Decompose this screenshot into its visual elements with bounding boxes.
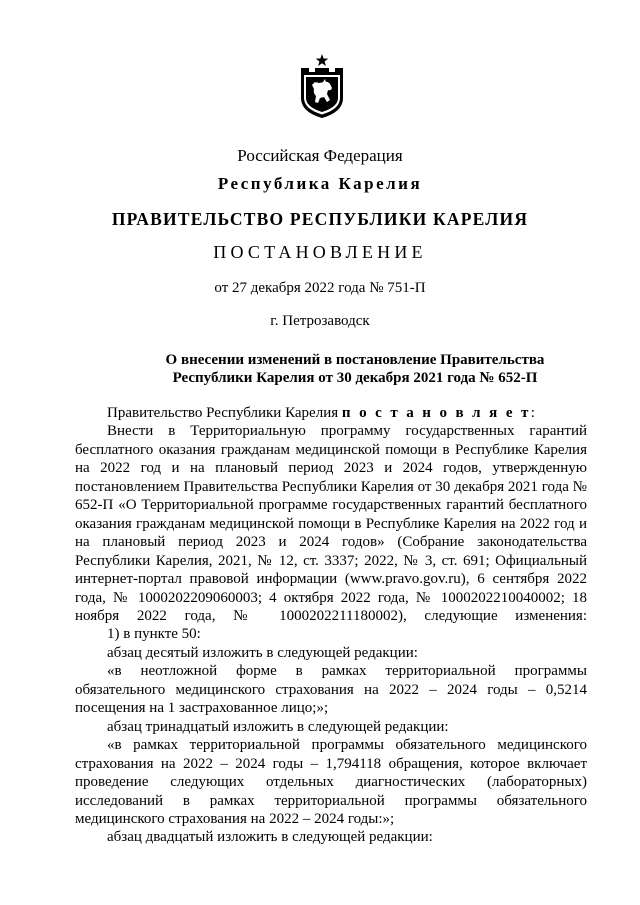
federation-line: Российская Федерация	[237, 146, 403, 165]
document-body	[75, 404, 587, 847]
intro-decree-word: п о с т а н о в л я е т	[341, 405, 531, 421]
coat-of-arms-karelia-icon	[298, 52, 346, 120]
subject-line-2: Республики Карелия от 30 декабря 2021 года № 652-П	[172, 370, 538, 386]
paragraph-4: «в неотложной форме в рамках территориальной программы обязательного медицинского страхования на 2022 – 2024 годы – 0,5214 посещения на 1 застрахованное лицо;»;	[75, 663, 587, 717]
intro-paragraph	[75, 404, 587, 422]
paragraph-5: абзац тринадцатый изложить в следующей редакции:	[107, 718, 449, 735]
paragraph-7: абзац двадцатый изложить в следующей редакции:	[107, 829, 433, 846]
government-heading: ПРАВИТЕЛЬСТВО РЕСПУБЛИКИ КАРЕЛИЯ	[111, 209, 529, 229]
intro-suffix: :	[530, 405, 535, 421]
paragraph-2: 1) в пункте 50:	[107, 626, 201, 643]
paragraph-1: Внести в Территориальную программу государственных гарантий бесплатного оказания гражданам медицинской помощи в Республике Карелия на 2022 год и на плановый период 2023 и 2024 годов, утвержденную постановлением Правительства Республики Карелия от 30 декабря 2021 года № 652-П «О Территориальной программе государственных гарантий бесплатного оказания гражданам медицинской помощи в Республике Карелия на 2022 год и на плановый период 2023 и 2024 годов» (Собрание законодательства Республики Карелия, 2021, № 12, ст. 3337; 2022, № 3, ст. 691; Официальный интернет-портал правовой информации (www.pravo.gov.ru), 6 сентября 2022 года, № 1000202209060003; 4 октября 2022 года, № 1000202210040002; 18 ноября 2022 года, № 1000202211180002), следующие изменения:	[75, 423, 587, 624]
document-subject	[160, 351, 550, 387]
subject-line-1: О внесении изменений в постановление Правительства	[165, 352, 545, 368]
paragraph-6: «в рамках территориальной программы обязательного медицинского страхования на 2022 – 2024 годы – 1,794118 обращения, которое включает проведение следующих отдельных диагностических (лабораторных) исследований в рамках территориальной программы обязательного медицинского страхования на 2022 – 2024 годы:»;	[75, 737, 587, 827]
paragraph-3: абзац десятый изложить в следующей редакции:	[107, 644, 418, 661]
city: г. Петрозаводск	[270, 313, 370, 329]
republic-line: Республика Карелия	[217, 174, 423, 193]
document-type: ПОСТАНОВЛЕНИЕ	[213, 242, 427, 262]
intro-prefix: Правительство Республики Карелия	[107, 405, 339, 421]
date-number: от 27 декабря 2022 года № 751-П	[214, 280, 426, 296]
